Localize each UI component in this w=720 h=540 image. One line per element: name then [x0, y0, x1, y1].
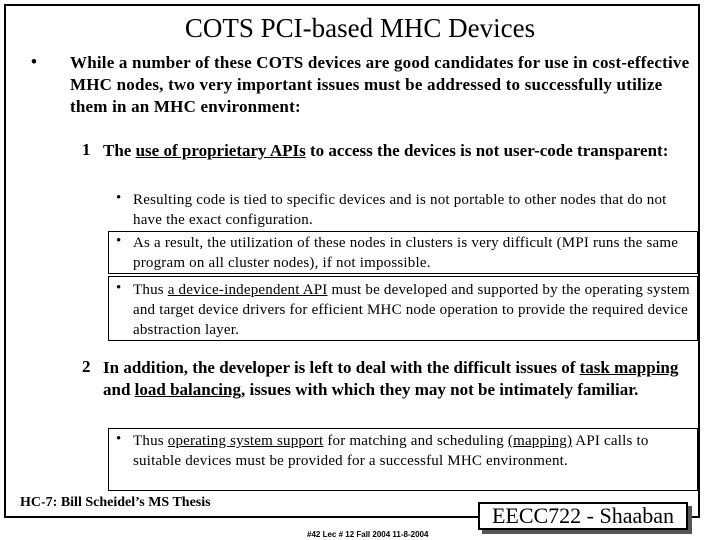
- item-2-sub-1: [133, 431, 693, 471]
- sub4-pre: Thus: [133, 433, 168, 449]
- item-1-link: use of proprietary APIs: [135, 141, 306, 160]
- intro-bullet: •: [31, 52, 37, 71]
- sub4-link-2: (mapping): [507, 433, 573, 449]
- sub4-link-1: operating system support: [167, 433, 324, 449]
- item-2-link-1: task mapping: [579, 358, 679, 377]
- item-1-post: to access the devices is not user-code transparent:: [305, 141, 669, 160]
- sub-bullet-2: •: [116, 233, 122, 249]
- slide-title: COTS PCI-based MHC Devices: [184, 13, 536, 43]
- item-1-sub-2: As a result, the utilization of these nodes in clusters is very difficult (MPI runs the same program on all cluster nodes), if not impossible.: [133, 235, 679, 271]
- sub-bullet-4: •: [116, 431, 122, 447]
- item-1-pre: The: [103, 141, 136, 160]
- item-2-link-2: load balancing: [134, 380, 241, 399]
- item-1-sub-1: Resulting code is tied to specific devices and is not portable to other nodes that do not have the exact configuration.: [133, 192, 667, 228]
- item-1-number: 1: [82, 140, 91, 159]
- sub4-mid: for matching and scheduling: [323, 433, 508, 449]
- sub-bullet-1: •: [116, 190, 122, 206]
- sub4-post: API calls to suitable devices must be provided for a successful MHC environment.: [133, 433, 649, 469]
- item-1-text: [103, 140, 703, 162]
- item-2-text: [103, 357, 703, 401]
- item-1-sub-3: [133, 280, 693, 340]
- sub3-pre: Thus: [133, 282, 168, 298]
- item-2-mid: and: [103, 380, 135, 399]
- item-2-post: , issues with which they may not be intimately familiar.: [240, 380, 639, 399]
- footer-thesis-credit: HC-7: Bill Scheidel’s MS Thesis: [20, 495, 211, 510]
- course-badge: EECC722 - Shaaban: [478, 502, 688, 530]
- sub3-post: must be developed and supported by the operating system and target device drivers for efficient MHC node operation to provide the required device abstraction layer.: [133, 282, 690, 338]
- sub-bullet-3: •: [116, 280, 122, 296]
- item-2-pre: In addition, the developer is left to deal with the difficult issues of: [103, 358, 580, 377]
- intro-paragraph: While a number of these COTS devices are good candidates for use in cost-effective MHC nodes, two very important issues must be addressed to successfully utilize them in an MHC environment:: [70, 53, 690, 116]
- footer-lecture-info: #42 Lec # 12 Fall 2004 11-8-2004: [307, 530, 429, 539]
- sub3-link: a device-independent API: [167, 282, 328, 298]
- item-2-number: 2: [82, 357, 91, 376]
